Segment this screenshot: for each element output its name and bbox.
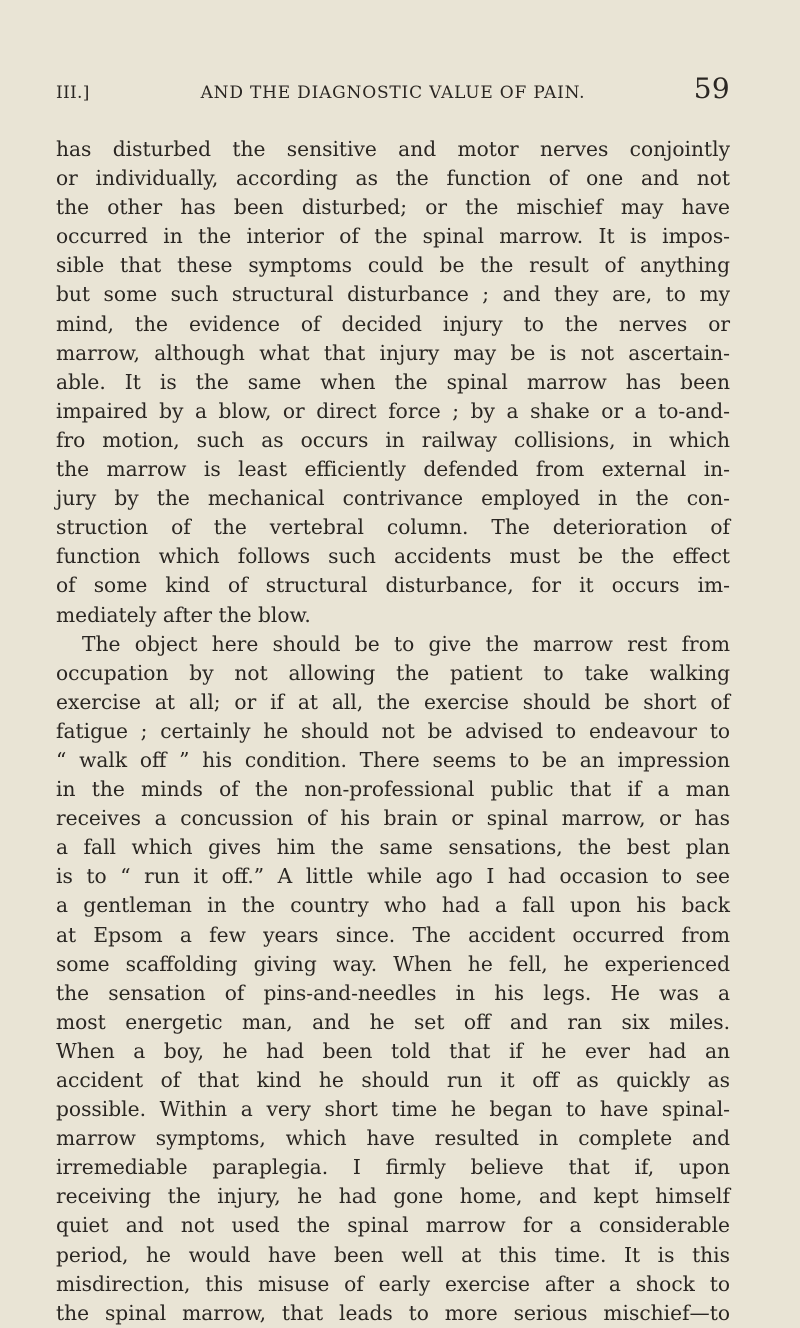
text-line: most energetic man, and he set off and ran six miles. [56,1009,730,1034]
text-line: accident of that kind he should run it off as quickly as [56,1068,730,1092]
body-text [56,135,730,1328]
text-line: the other has been disturbed; or the mischief may have [56,195,730,220]
running-header [56,72,730,105]
text-line: receiving the injury, he had gone home, and kept himself [56,1184,730,1209]
page-number: 59 [693,72,730,105]
text-line: a fall which gives him the same sensations, the best plan [56,835,730,860]
paragraph-start-line: The object here should be to give the marrow rest from [82,631,730,656]
text-line: at Epsom a few years since. The accident occurred from [56,922,730,947]
text-line: the marrow is least efficiently defended from external in- [56,457,730,482]
text-line: of some kind of structural disturbance, for it occurs im- [56,573,730,598]
text-line: “ walk off ” his condition. There seems to be an impression [56,747,730,772]
running-title: AND THE DIAGNOSTIC VALUE OF PAIN. [200,83,586,103]
text-line: misdirection, this misuse of early exercise after a shock to [56,1271,730,1296]
text-line: jury by the mechanical contrivance employed in the con- [56,486,730,511]
chapter-marker: III.] [56,83,90,103]
text-line: but some such structural disturbance ; and they are, to my [56,282,730,307]
text-line: possible. Within a very short time he began to have spinal- [56,1097,730,1122]
text-line: sible that these symptoms could be the result of anything [56,253,730,278]
text-line: marrow symptoms, which have resulted in complete and [56,1126,730,1151]
text-line: mind, the evidence of decided injury to the nerves or [56,311,730,336]
text-line: occurred in the interior of the spinal marrow. It is impos- [56,224,730,249]
text-line: in the minds of the non-professional public that if a man [56,777,730,802]
text-line: occupation by not allowing the patient to take walking [56,660,730,685]
text-line: the spinal marrow, that leads to more serious mischief—to [56,1300,730,1325]
text-line: quiet and not used the spinal marrow for a considerable [56,1213,730,1238]
text-line: fro motion, such as occurs in railway collisions, in which [56,427,730,452]
text-line: fatigue ; certainly he should not be advised to endeavour to [56,718,730,743]
text-line: impaired by a blow, or direct force ; by a shake or a to-and- [56,398,730,423]
text-line: or individually, according as the function of one and not [56,166,730,191]
text-line: function which follows such accidents must be the effect [56,544,730,569]
text-line: receives a concussion of his brain or spinal marrow, or has [56,806,730,831]
text-line: period, he would have been well at this time. It is this [56,1242,730,1267]
text-line: able. It is the same when the spinal marrow has been [56,369,730,394]
text-line: has disturbed the sensitive and motor nerves conjointly [56,137,730,161]
text-line: When a boy, he had been told that if he ever had an [56,1038,730,1063]
text-line: struction of the vertebral column. The deterioration of [56,515,730,540]
text-line: marrow, although what that injury may be is not ascertain- [56,340,730,365]
text-line: irremediable paraplegia. I firmly believe that if, upon [56,1155,730,1180]
text-line: some scaffolding giving way. When he fell, he experienced [56,951,730,976]
text-line: exercise at all; or if at all, the exercise should be short of [56,689,730,714]
text-line: is to “ run it off.” A little while ago I had occasion to see [56,864,730,889]
text-line: a gentleman in the country who had a fall upon his back [56,893,730,918]
text-line: the sensation of pins-and-needles in his legs. He was a [56,980,730,1005]
text-line: mediately after the blow. [56,602,311,627]
